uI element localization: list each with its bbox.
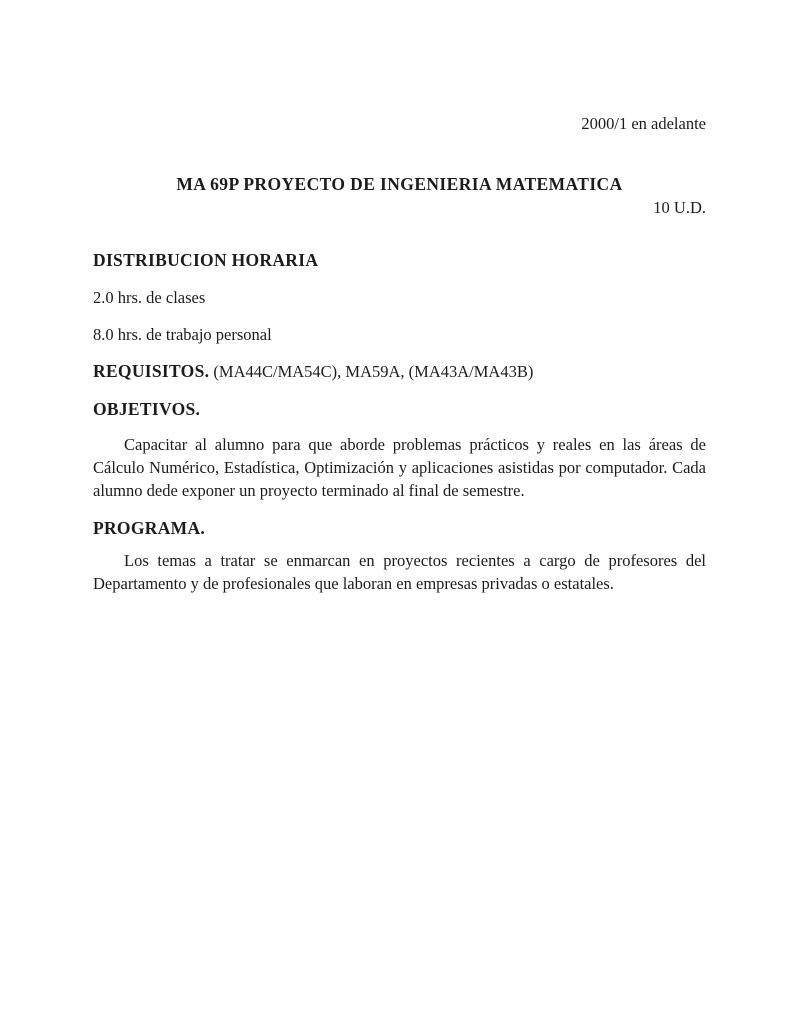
hours-line-trabajo-personal: 8.0 hrs. de trabajo personal: [93, 325, 272, 344]
section-heading-distribucion-horaria: DISTRIBUCION HORARIA: [93, 250, 319, 270]
requisitos-value: (MA44C/MA54C), MA59A, (MA43A/MA43B): [209, 362, 534, 381]
date-note: 2000/1 en adelante: [581, 114, 706, 133]
course-title: MA 69P PROYECTO DE INGENIERIA MATEMATICA: [176, 174, 623, 194]
requisitos-line: [93, 360, 706, 383]
hours-line-clases: 2.0 hrs. de clases: [93, 288, 206, 307]
section-heading-objetivos: OBJETIVOS.: [93, 399, 201, 419]
requisitos-label: REQUISITOS.: [93, 361, 210, 381]
credits-value: 10 U.D.: [653, 198, 706, 217]
section-heading-programa: PROGRAMA.: [93, 518, 206, 538]
programa-paragraph: Los temas a tratar se enmarcan en proyectos recientes a cargo de profesores del Departamento y de profesionales que laboran en empresas privadas o estatales.: [93, 551, 706, 593]
objetivos-paragraph: Capacitar al alumno para que aborde problemas prácticos y reales en las áreas de Cálculo Numérico, Estadística, Optimización y aplicaciones asistidas por computador. Cada alumno dede exponer un proyecto terminado al final de semestre.: [93, 435, 706, 500]
